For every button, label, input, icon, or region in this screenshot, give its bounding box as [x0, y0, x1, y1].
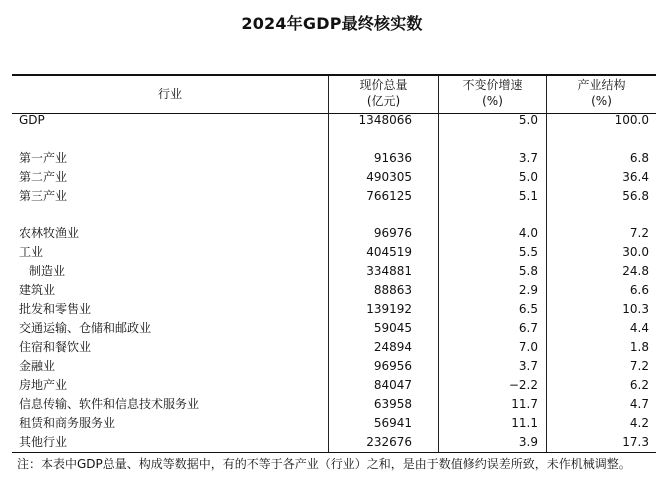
- row-speed: 5.5: [518, 245, 538, 259]
- row-share: 36.4: [622, 170, 649, 184]
- row-share: 4.4: [629, 321, 649, 335]
- row-name: 批发和零售业: [19, 302, 92, 316]
- header-speed-label: 不变价增速: [462, 78, 523, 92]
- row-speed: 5.8: [518, 264, 538, 278]
- row-share: 10.3: [622, 302, 649, 316]
- row-value: 139192: [366, 302, 412, 316]
- row-value: 24894: [373, 340, 412, 354]
- row-value: 91636: [373, 151, 412, 165]
- header-share: [547, 77, 656, 109]
- table-row: [0, 319, 664, 337]
- row-share: 6.2: [629, 378, 649, 392]
- row-value: 96976: [373, 226, 412, 240]
- row-share: 7.2: [629, 226, 649, 240]
- row-share: 6.6: [629, 283, 649, 297]
- row-value: 1348066: [358, 113, 412, 127]
- row-speed: 3.9: [518, 435, 538, 449]
- row-share: 6.8: [629, 151, 649, 165]
- row-speed: 3.7: [518, 151, 538, 165]
- row-value: 232676: [366, 435, 412, 449]
- row-share: 17.3: [622, 435, 649, 449]
- row-speed: 11.1: [511, 416, 538, 430]
- row-name: 农林牧渔业: [19, 226, 80, 240]
- row-speed: 2.9: [518, 283, 538, 297]
- table-row: [0, 168, 664, 186]
- header-speed-unit: (%): [482, 94, 503, 108]
- row-share: 30.0: [622, 245, 649, 259]
- row-value: 56941: [373, 416, 412, 430]
- row-name: 建筑业: [19, 283, 56, 297]
- table-row: [0, 149, 664, 167]
- header-share-label: 产业结构: [577, 78, 626, 92]
- row-name: 第二产业: [19, 170, 68, 184]
- table-top-rule: [12, 74, 656, 76]
- row-name: 其他行业: [19, 435, 68, 449]
- row-name: 第三产业: [19, 189, 68, 203]
- row-name: 工业: [19, 245, 44, 259]
- row-share: 4.7: [629, 397, 649, 411]
- row-value: 88863: [373, 283, 412, 297]
- row-speed: 6.5: [518, 302, 538, 316]
- row-name: 住宿和餐饮业: [19, 340, 92, 354]
- row-share: 100.0: [614, 113, 649, 127]
- table-row: [0, 414, 664, 432]
- header-value-unit: (亿元): [366, 94, 401, 108]
- table-row: [0, 338, 664, 356]
- row-share: 56.8: [622, 189, 649, 203]
- row-name: 第一产业: [19, 151, 68, 165]
- row-value: 490305: [366, 170, 412, 184]
- row-share: 1.8: [629, 340, 649, 354]
- row-speed: 6.7: [518, 321, 538, 335]
- header-value: [329, 77, 438, 109]
- row-speed: 5.1: [518, 189, 538, 203]
- row-name: 交通运输、仓储和邮政业: [19, 321, 152, 335]
- table-row: [0, 281, 664, 299]
- table-row: [0, 262, 664, 280]
- row-name: 租赁和商务服务业: [19, 416, 116, 430]
- row-share: 4.2: [629, 416, 649, 430]
- row-value: 59045: [373, 321, 412, 335]
- row-share: 7.2: [629, 359, 649, 373]
- row-name: 信息传输、软件和信息技术服务业: [19, 397, 200, 411]
- table-footnote: 注：本表中GDP总量、构成等数据中，有的不等于各产业（行业）之和，是由于数值修约误差所致，未作机械调整。: [17, 457, 631, 471]
- header-value-label: 现价总量: [359, 78, 408, 92]
- row-value: 96956: [373, 359, 412, 373]
- table-row: [0, 357, 664, 375]
- table-row: [0, 187, 664, 205]
- row-speed: 3.7: [518, 359, 538, 373]
- row-value: 63958: [373, 397, 412, 411]
- row-speed: 5.0: [518, 170, 538, 184]
- row-speed: −2.2: [508, 378, 538, 392]
- table-row: [0, 224, 664, 242]
- row-speed: 5.0: [518, 113, 538, 127]
- row-name: 房地产业: [19, 378, 68, 392]
- table-row: [0, 376, 664, 394]
- header-speed: [439, 77, 546, 109]
- row-name: 制造业: [29, 264, 66, 278]
- row-value: 84047: [373, 378, 412, 392]
- row-share: 24.8: [622, 264, 649, 278]
- table-row: [0, 300, 664, 318]
- table-row: [0, 433, 664, 451]
- table-row: [0, 111, 664, 129]
- table-row: [0, 395, 664, 413]
- row-speed: 11.7: [511, 397, 538, 411]
- row-name: 金融业: [19, 359, 56, 373]
- row-name: GDP: [19, 113, 45, 127]
- table-bottom-rule: [12, 452, 656, 453]
- table-row: [0, 243, 664, 261]
- header-industry: 行业: [157, 87, 182, 101]
- row-value: 334881: [366, 264, 412, 278]
- header-share-unit: (%): [591, 94, 612, 108]
- page-title: 2024年GDP最终核实数: [241, 14, 423, 33]
- row-value: 404519: [366, 245, 412, 259]
- row-speed: 4.0: [518, 226, 538, 240]
- row-value: 766125: [366, 189, 412, 203]
- row-speed: 7.0: [518, 340, 538, 354]
